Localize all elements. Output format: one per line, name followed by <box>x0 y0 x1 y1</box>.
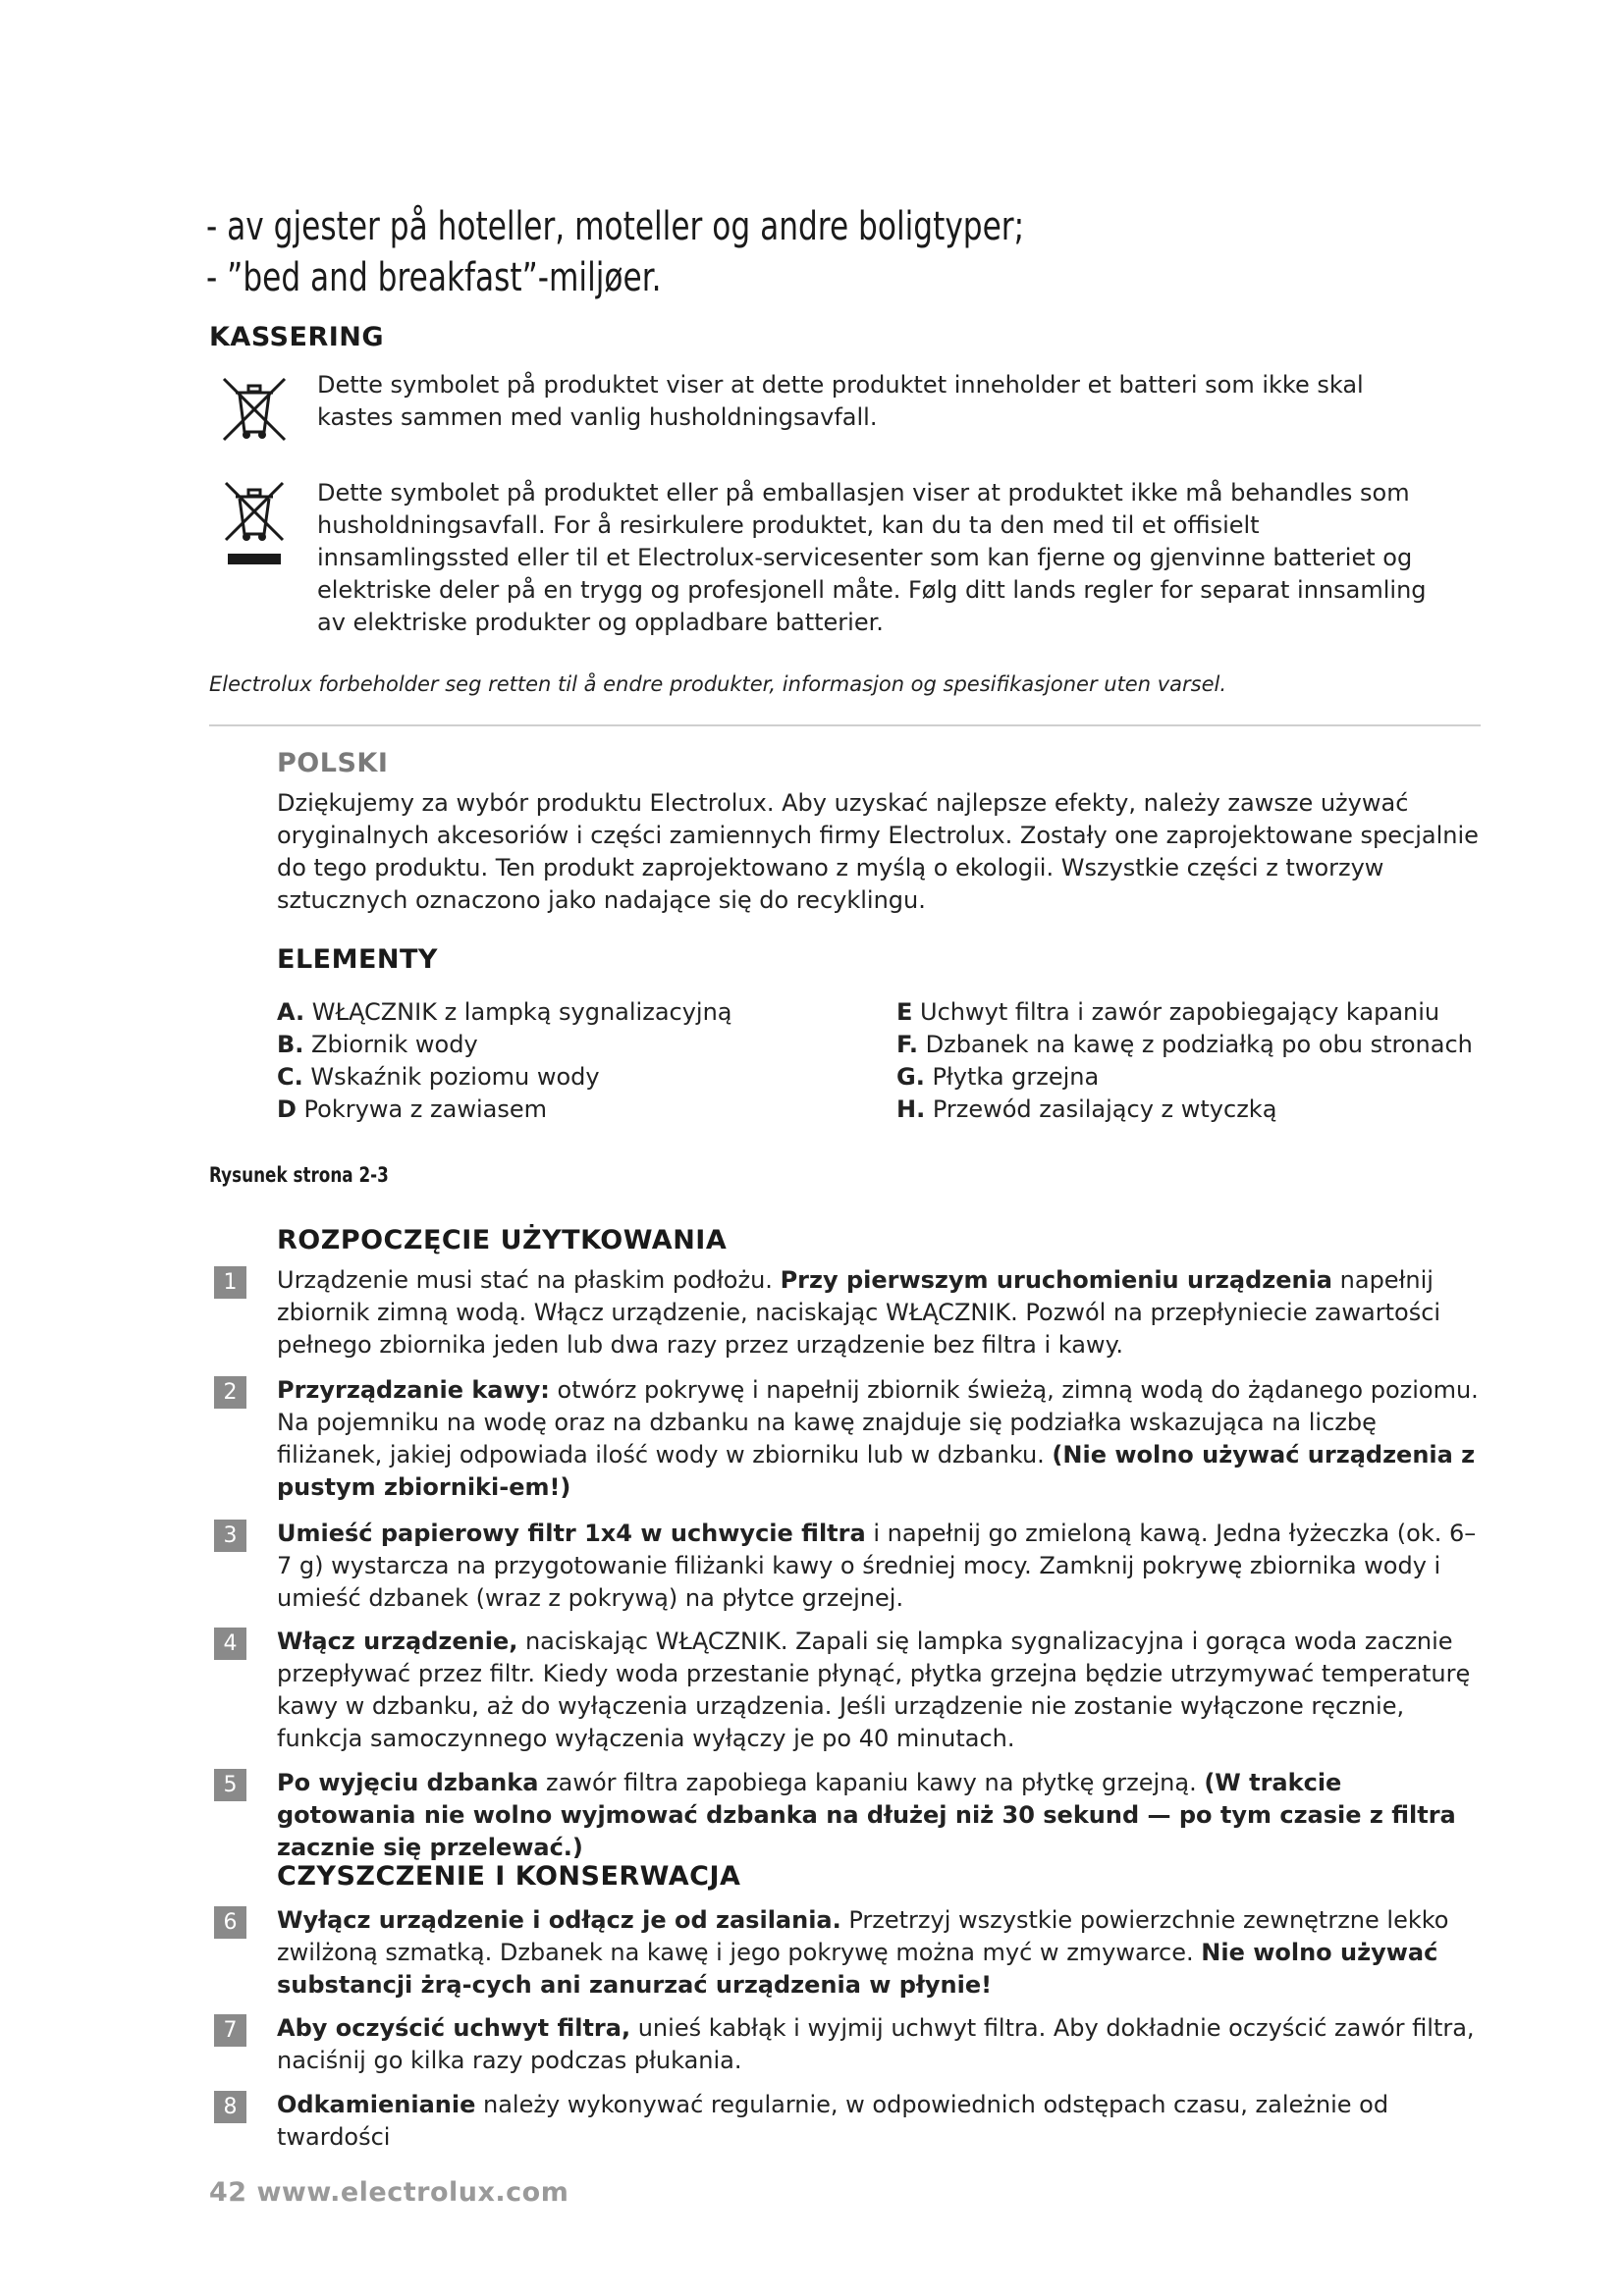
section-heading-elementy: ELEMENTY <box>277 944 438 975</box>
section-heading-start: ROZPOCZĘCIE UŻYTKOWANIA <box>277 1225 728 1255</box>
step-number-badge: 5 <box>214 1769 246 1801</box>
section-divider <box>209 724 1481 726</box>
step-text: Wyłącz urządzenie i odłącz je od zasilania. Przetrzyj wszystkie powierzchnie zewnętrzne lekko zwilżoną szmatką. Dzbanek na kawę i jego pokrywę można myć w zmywarce. Nie wolno używać substancji żrą-cych ani zanurzać urządzenia w płynie! <box>277 1906 1449 1999</box>
section-heading-cleaning: CZYSZCZENIE I KONSERWACJA <box>277 1861 741 1892</box>
step-text: Włącz urządzenie, naciskając WŁĄCZNIK. Zapali się lampka sygnalizacyjna i gorąca woda zacznie przepływać przez filtr. Kiedy woda przestanie płynąć, płytka grzejna będzie utrzymywać temperaturę kawy w dzbanku, aż do wyłączenia urządzenia. Jeśli urządzenie nie zostanie wyłączone ręcznie, funkcja samoczynnego wyłączenia wyłączy je po 40 minutach. <box>277 1628 1471 1752</box>
bullet-item: - av gjester på hoteller, moteller og andre boligtyper; <box>206 204 1025 249</box>
disclaimer: Electrolux forbeholder seg retten til å endre produkter, informasjon og spesifikasjoner uten varsel. <box>209 672 1227 696</box>
step-number-badge: 1 <box>214 1266 246 1299</box>
kassering-paragraph-2: Dette symbolet på produktet eller på emballasjen viser at produktet ikke må behandles som husholdningsavfall. For å resirkulere produktet, kan du ta den med til et offisielt innsamlingssted eller til et Electrolux-servicesenter som kan fjerne og gjenvinne batteriet og elektriske deler på en trygg og profesjonell måte. Følg ditt lands regler for separat innsamling av elektriske produkter og oppladbare batterier. <box>317 479 1427 636</box>
step-number-badge: 2 <box>214 1376 246 1409</box>
step-text: Przyrządzanie kawy: otwórz pokrywę i napełnij zbiornik świeżą, zimną wodą do żądanego poziomu. Na pojemniku na wodę oraz na dzbanku na kawę znajduje się podziałka wskazująca na liczbę filiżanek, jakiej odpowiada ilość wody w zbiorniku lub w dzbanku. (Nie wolno używać urządzenia z pustym zbiorniki-em!) <box>277 1376 1479 1501</box>
step-text: Urządzenie musi stać na płaskim podłożu. Przy pierwszym uruchomieniu urządzenia napełnij zbiornik zimną wodą. Włącz urządzenie, naciskając WŁĄCZNIK. Pozwól na przepłyniecie zawartości pełnego zbiornika jeden lub dwa razy przez urządzenie bez filtra i kawy. <box>277 1266 1441 1359</box>
list-item: B. Zbiornik wody <box>277 1031 478 1058</box>
step-number-badge: 3 <box>214 1520 246 1552</box>
bullet-item: - ”bed and breakfast”-miljøer. <box>206 255 662 300</box>
parts-list-right <box>896 996 1486 1126</box>
list-item: C. Wskaźnik poziomu wody <box>277 1063 600 1091</box>
step-number-badge: 6 <box>214 1906 246 1939</box>
list-item: A. WŁĄCZNIK z lampką sygnalizacyjną <box>277 998 732 1026</box>
top-bullet-list <box>206 201 1202 303</box>
list-item: H. Przewód zasilający z wtyczką <box>896 1095 1277 1123</box>
step-number-badge: 8 <box>214 2091 246 2123</box>
section-heading-kassering: KASSERING <box>209 322 385 352</box>
list-item: D Pokrywa z zawiasem <box>277 1095 547 1123</box>
list-item: E Uchwyt filtra i zawór zapobiegający kapaniu <box>896 998 1440 1026</box>
parts-list-left <box>277 996 886 1126</box>
crossed-bin-with-bar-icon <box>218 479 291 567</box>
crossed-bin-icon <box>218 373 291 446</box>
polski-intro: Dziękujemy za wybór produktu Electrolux. Aby uzyskać najlepsze efekty, należy zawsze używać oryginalnych akcesoriów i części zamiennych firmy Electrolux. Zostały one zaprojektowane specjalnie do tego produktu. Ten produkt zaprojektowano z myślą o ekologii. Wszystkie części z tworzyw sztucznych oznaczono jako nadające się do recyklingu. <box>277 789 1479 914</box>
list-item: G. Płytka grzejna <box>896 1063 1100 1091</box>
step-text: Aby oczyścić uchwyt filtra, unieś kabłąk i wyjmij uchwyt filtra. Aby dokładnie oczyścić zawór filtra, naciśnij go kilka razy podczas płukania. <box>277 2014 1475 2074</box>
step-text: Odkamienianie należy wykonywać regularnie, w odpowiednich odstępach czasu, zależnie od twardości <box>277 2091 1389 2151</box>
step-number-badge: 4 <box>214 1628 246 1660</box>
step-number-badge: 7 <box>214 2014 246 2047</box>
list-item: F. Dzbanek na kawę z podziałką po obu stronach <box>896 1031 1473 1058</box>
step-text: Po wyjęciu dzbanka zawór filtra zapobiega kapaniu kawy na płytkę grzejną. (W trakcie gotowania nie wolno wyjmować dzbanka na dłużej niż 30 sekund — po tym czasie z filtra zacznie się przelewać.) <box>277 1769 1456 1861</box>
kassering-paragraph-1: Dette symbolet på produktet viser at dette produktet inneholder et batteri som ikke skal kastes sammen med vanlig husholdningsavfall. <box>317 371 1364 431</box>
figure-reference: Rysunek strona 2-3 <box>209 1163 389 1187</box>
step-text: Umieść papierowy filtr 1x4 w uchwycie filtra i napełnij go zmieloną kawą. Jedna łyżeczka (ok. 6–7 g) wystarcza na przygotowanie filiżanki kawy o średniej mocy. Zamknij pokrywę zbiornika wody i umieść dzbanek (wraz z pokrywą) na płytce grzejnej. <box>277 1520 1477 1612</box>
section-heading-polski: POLSKI <box>277 748 389 778</box>
page-footer: 42 www.electrolux.com <box>209 2177 569 2208</box>
